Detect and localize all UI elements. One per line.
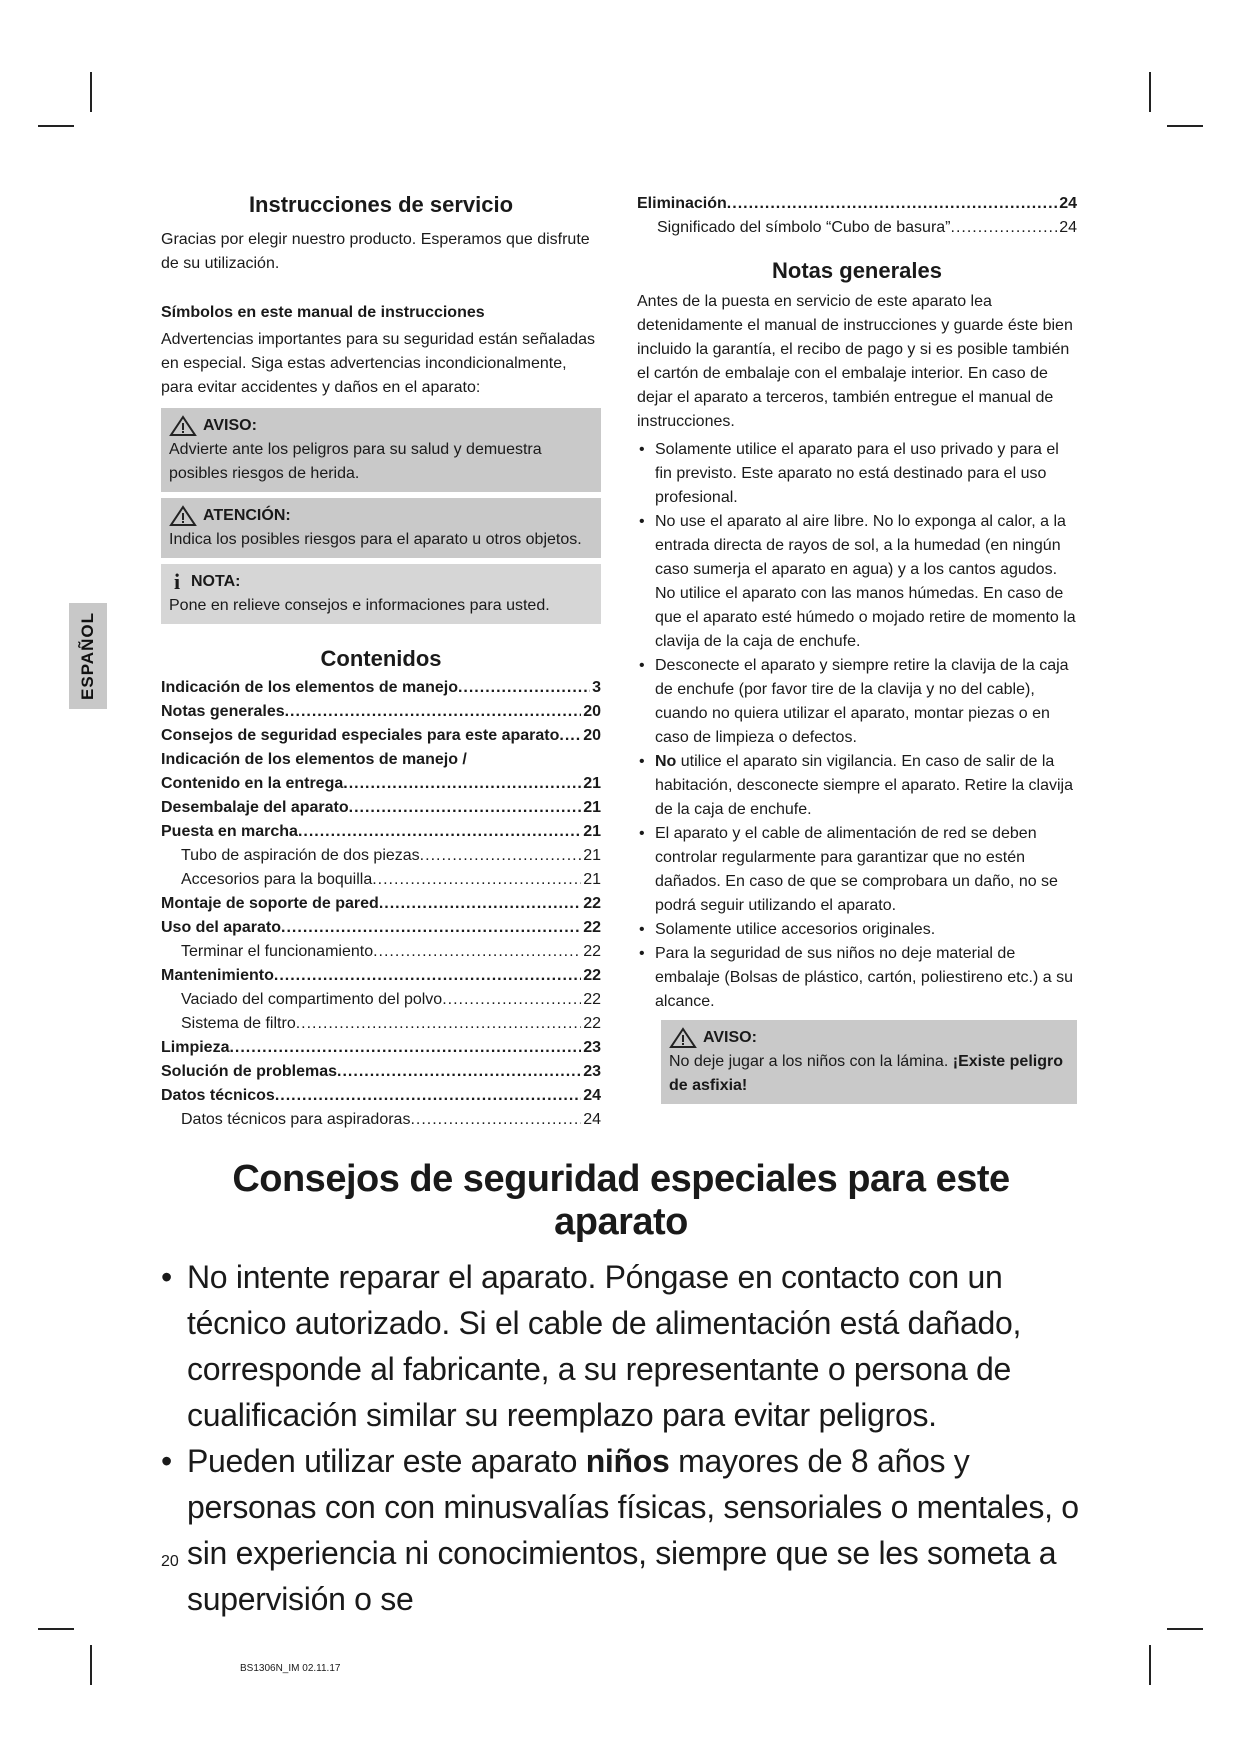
list-item: • Desconecte el aparato y siempre retire la clavija de la caja de enchufe (por favor tire de la clavija y no del cable), cuando no quiera utilizar el aparato, montar piezas o en caso de limpieza o defectos. [637, 654, 1077, 750]
toc-entry-page: 20 [583, 727, 601, 744]
toc-entry-page: 21 [583, 871, 601, 888]
warning-triangle-icon [669, 1027, 697, 1049]
info-icon: i [173, 569, 181, 594]
toc-entry-page: 21 [583, 823, 601, 840]
toc-entry-title: Datos técnicos para aspiradoras [181, 1111, 411, 1128]
table-of-contents [161, 676, 601, 1132]
toc-entry-title: Indicación de los elementos de manejo / [161, 751, 467, 768]
list-item: • Para la seguridad de sus niños no deje material de embalaje (Bolsas de plástico, cartón, poliestireno etc.) a su alcance. [637, 942, 1077, 1014]
toc-entry [161, 916, 601, 940]
toc-entry [161, 964, 601, 988]
toc-title: Contenidos [320, 646, 442, 671]
toc-entry-title: Contenido en la entrega [161, 775, 344, 792]
toc-entry [161, 724, 601, 748]
notice-nota-label: NOTA: [191, 573, 241, 590]
toc-entry-page: 3 [592, 679, 601, 696]
toc-entry [161, 1108, 601, 1132]
toc-entry-page: 22 [583, 919, 601, 936]
toc-entry [161, 844, 601, 868]
toc-entry-title: Tubo de aspiración de dos piezas [181, 847, 420, 864]
toc-entry-page: 24 [583, 1111, 601, 1128]
toc-entry-page: 24 [583, 1087, 601, 1104]
crop-mark [38, 1628, 74, 1630]
toc-leader-dots [559, 724, 581, 748]
toc-entry-title: Indicación de los elementos de manejo [161, 679, 458, 696]
safety-section-title: Consejos de seguridad especiales para este aparato [232, 1158, 1010, 1243]
warning-triangle-icon [169, 415, 197, 437]
notice-nota [161, 564, 601, 624]
crop-mark [90, 1645, 92, 1685]
toc-entry-title: Consejos de seguridad especiales para este aparato [161, 727, 560, 744]
toc-entry [161, 1060, 601, 1084]
toc-leader-dots [951, 216, 1058, 240]
section-title-general-notes: Notas generales [772, 258, 942, 283]
toc-entry-title: Solución de problemas [161, 1063, 338, 1080]
table-of-contents-continued [637, 192, 1077, 240]
toc-entry-page: 24 [1059, 219, 1077, 236]
toc-leader-dots [349, 796, 582, 820]
toc-entry-title: Eliminación [637, 195, 727, 212]
toc-entry [161, 868, 601, 892]
toc-entry [161, 748, 601, 772]
safety-item [161, 1438, 1081, 1622]
toc-entry-page: 21 [583, 847, 601, 864]
toc-entry [161, 772, 601, 796]
notice-aviso-children-text [669, 1050, 1069, 1098]
toc-leader-dots [343, 772, 581, 796]
toc-entry [161, 1084, 601, 1108]
notice-aviso-text: Advierte ante los peligros para su salud y demuestra posibles riesgos de herida. [169, 441, 542, 482]
general-notes-list [637, 438, 1077, 1014]
footer-code: BS1306N_IM 02.11.17 [240, 1663, 341, 1674]
notice-nota-text: Pone en relieve consejos e informaciones para usted. [169, 597, 550, 614]
list-item: • Solamente utilice el aparato para el uso privado y para el fin previsto. Este aparato no está destinado para el uso profesional. [637, 438, 1077, 510]
toc-entry [161, 1012, 601, 1036]
general-notes-intro: Antes de la puesta en servicio de este aparato lea detenidamente el manual de instrucciones y guarde éste bien incluido la garantía, el recibo de pago y si es posible también el cartón de embalaje con el embalaje interior. En caso de dejar el aparato a terceros, también entregue el manual de instrucciones. [637, 293, 1073, 430]
toc-entry [161, 940, 601, 964]
toc-entry-title: Uso del aparato [161, 919, 282, 936]
language-tab [69, 603, 107, 709]
toc-entry [637, 192, 1077, 216]
notice-aviso [161, 408, 601, 492]
toc-leader-dots [285, 700, 582, 724]
toc-leader-dots [442, 988, 581, 1012]
list-item [637, 750, 1077, 822]
warning-triangle-icon [169, 505, 197, 527]
toc-entry-title: Montaje de soporte de pared [161, 895, 379, 912]
toc-entry-title: Desembalaje del aparato [161, 799, 349, 816]
notice-aviso-children [661, 1020, 1077, 1104]
language-tab-label: ESPAÑOL [78, 612, 97, 700]
toc-entry [161, 892, 601, 916]
toc-leader-dots [372, 868, 581, 892]
toc-entry-page: 22 [583, 1015, 601, 1032]
left-column [161, 192, 601, 1132]
toc-leader-dots [458, 676, 590, 700]
toc-entry-page: 22 [583, 943, 601, 960]
symbols-text: Advertencias importantes para su seguridad están señaladas en especial. Siga estas advertencias incondicionalmente, para evitar accidentes y daños en el aparato: [161, 331, 596, 396]
safety-item-text: Pueden utilizar este aparato [187, 1443, 578, 1479]
toc-entry [161, 820, 601, 844]
toc-entry-title: Mantenimiento [161, 967, 274, 984]
intro-text: Gracias por elegir nuestro producto. Esperamos que disfrute de su utilización. [161, 231, 590, 272]
safety-item: • No intente reparar el aparato. Póngase en contacto con un técnico autorizado. Si el cable de alimentación está dañado, corresponde al fabricante, a su representante o persona de cualificación similar su reemplazo para evitar peligros. [161, 1254, 1081, 1438]
notice-aviso-children-label: AVISO: [703, 1029, 757, 1046]
notice-aviso-label: AVISO: [203, 417, 257, 434]
toc-leader-dots [274, 964, 581, 988]
toc-entry-title: Puesta en marcha [161, 823, 298, 840]
section-title-instructions: Instrucciones de servicio [248, 192, 514, 217]
list-item-text: utilice el aparato sin vigilancia. En caso de salir de la habitación, desconecte siempre el aparato. Retire la clavija de la caja de enchufe. [655, 753, 1074, 818]
crop-mark [90, 72, 92, 112]
toc-entry [637, 216, 1077, 240]
list-item-bold: No [655, 753, 677, 770]
toc-leader-dots [727, 192, 1057, 216]
toc-leader-dots [296, 1012, 581, 1036]
safety-item-text: mayores de 8 años y personas con con minusvalías físicas, sensoriales o mentales, o sin experiencia ni conocimientos, siempre que se les someta a supervisión o se [187, 1443, 1079, 1617]
toc-entry-page: 23 [583, 1039, 601, 1056]
toc-entry-page: 20 [583, 703, 601, 720]
toc-entry [161, 796, 601, 820]
toc-entry-page: 23 [583, 1063, 601, 1080]
toc-entry-page: 22 [583, 895, 601, 912]
toc-entry [161, 1036, 601, 1060]
warning-bold: ¡Existe peligro de asfixia! [669, 1053, 1063, 1094]
toc-entry [161, 676, 601, 700]
toc-entry-title: Sistema de filtro [181, 1015, 296, 1032]
notice-atencion-text: Indica los posibles riesgos para el aparato u otros objetos. [169, 531, 582, 548]
toc-entry-page: 21 [583, 775, 601, 792]
page-number: 20 [161, 1553, 179, 1570]
toc-leader-dots [379, 892, 581, 916]
toc-leader-dots [281, 916, 581, 940]
toc-entry [161, 988, 601, 1012]
toc-entry [161, 700, 601, 724]
crop-mark [38, 125, 74, 127]
toc-entry-page: 22 [583, 991, 601, 1008]
crop-mark [1149, 72, 1151, 112]
warning-text: No deje jugar a los niños con la lámina. [669, 1053, 949, 1070]
toc-leader-dots [337, 1060, 581, 1084]
right-column [637, 192, 1077, 1104]
list-item: • No use el aparato al aire libre. No lo exponga al calor, a la entrada directa de rayos de sol, a la humedad (en ningún caso sumerja el aparato en agua) y a los cantos agudos. No utilice el aparato con las manos húmedas. En caso de que el aparato esté húmedo o mojado retire de momento la clavija de la caja de enchufe. [637, 510, 1077, 654]
toc-entry-title: Datos técnicos [161, 1087, 275, 1104]
list-item: • Solamente utilice accesorios originales. [637, 918, 1077, 942]
list-item: • El aparato y el cable de alimentación de red se deben controlar regularmente para garantizar que no estén dañados. En caso de que se comprobara un daño, no se podrá seguir utilizando el aparato. [637, 822, 1077, 918]
toc-leader-dots [229, 1036, 581, 1060]
toc-entry-page: 24 [1059, 195, 1077, 212]
toc-entry-title: Limpieza [161, 1039, 230, 1056]
notice-atencion [161, 498, 601, 558]
safety-item-bold: niños [585, 1443, 670, 1479]
crop-mark [1149, 1645, 1151, 1685]
safety-section [161, 1158, 1081, 1622]
toc-leader-dots [275, 1084, 581, 1108]
notice-atencion-label: ATENCIÓN: [203, 507, 291, 524]
crop-mark [1167, 125, 1203, 127]
toc-entry-title: Significado del símbolo “Cubo de basura” [657, 219, 951, 236]
toc-entry-title: Vaciado del compartimento del polvo [181, 991, 443, 1008]
toc-entry-title: Terminar el funcionamiento [181, 943, 374, 960]
symbols-heading: Símbolos en este manual de instrucciones [161, 304, 485, 321]
crop-mark [1167, 1628, 1203, 1630]
toc-entry-page: 21 [583, 799, 601, 816]
toc-leader-dots [410, 1108, 581, 1132]
toc-entry-title: Accesorios para la boquilla [181, 871, 373, 888]
toc-leader-dots [420, 844, 582, 868]
toc-leader-dots [298, 820, 581, 844]
toc-entry-title: Notas generales [161, 703, 285, 720]
toc-leader-dots [373, 940, 581, 964]
toc-entry-page: 22 [583, 967, 601, 984]
